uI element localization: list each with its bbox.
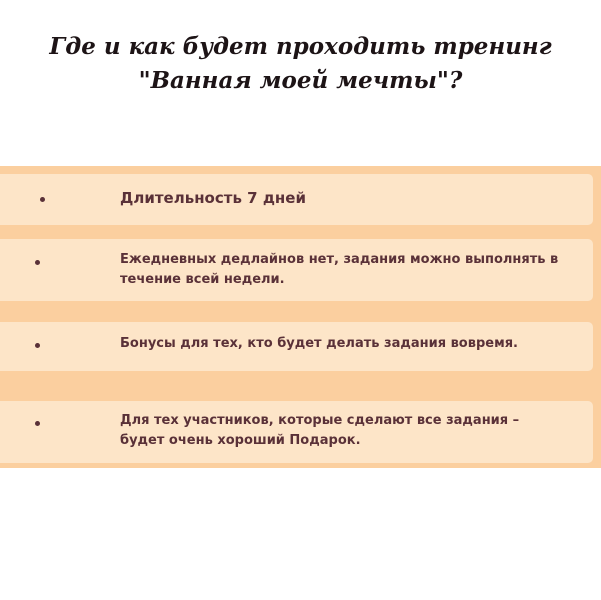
bullet-icon [35, 343, 40, 348]
info-card-duration [0, 174, 593, 225]
page-title-line-1: Где и как будет проходить тренинг [49, 33, 552, 60]
info-card-text: Длительность 7 дней [120, 189, 306, 207]
info-card-deadlines [0, 239, 593, 301]
bullet-icon [40, 197, 45, 202]
bullet-icon [35, 260, 40, 265]
page-title [0, 30, 601, 98]
info-card-bonuses [0, 322, 593, 371]
bullet-icon [35, 421, 40, 426]
info-card-gift [0, 401, 593, 463]
info-card-text: Бонусы для тех, кто будет делать задания вовремя. [120, 336, 518, 351]
info-card-text: Ежедневных дедлайнов нет, задания можно выполнять в течение всей недели. [120, 252, 559, 287]
page-title-line-2: "Ванная моей мечты"? [138, 67, 463, 94]
info-card-text: Для тех участников, которые сделают все задания – будет очень хороший Подарок. [120, 413, 520, 448]
